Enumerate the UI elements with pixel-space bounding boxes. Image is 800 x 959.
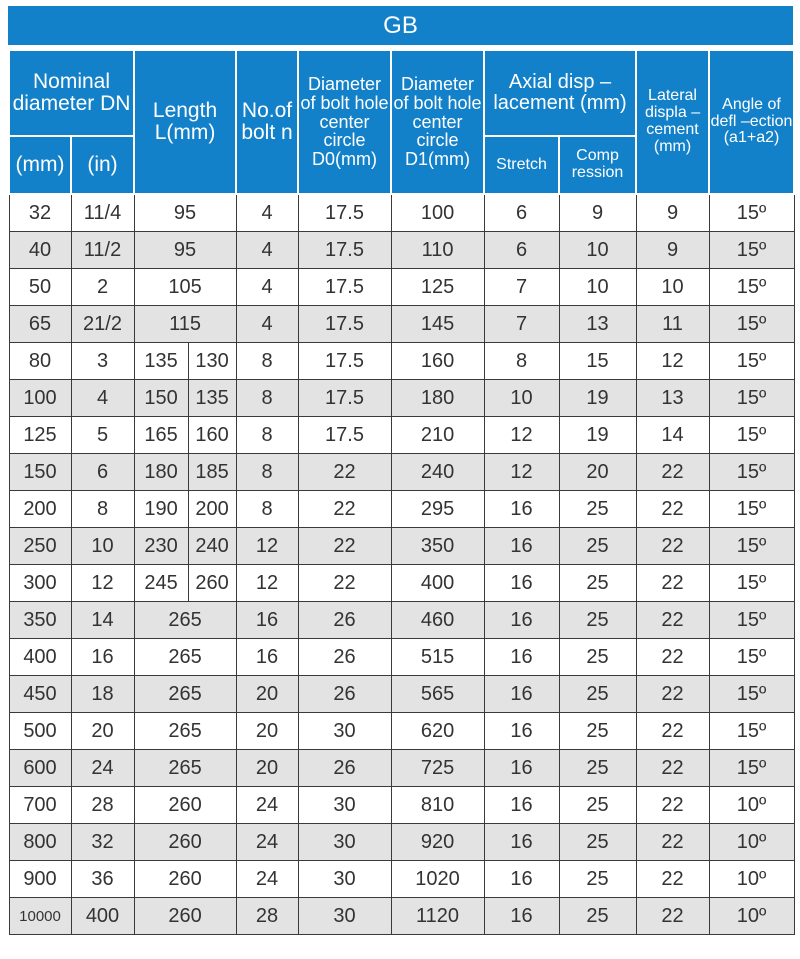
cell-length-b: 200 <box>188 491 236 528</box>
cell-d1: 100 <box>391 194 484 232</box>
cell-d1: 350 <box>391 528 484 565</box>
table-row <box>9 343 794 380</box>
cell-d0: 30 <box>298 787 391 824</box>
cell-compression: 19 <box>559 380 636 417</box>
cell-bolt-count: 8 <box>236 491 298 528</box>
cell-compression: 10 <box>559 269 636 306</box>
table-row <box>9 602 794 639</box>
cell-dn-mm: 125 <box>9 417 71 454</box>
cell-bolt-count: 8 <box>236 343 298 380</box>
cell-dn-in: 20 <box>71 713 134 750</box>
table-row <box>9 528 794 565</box>
cell-angle: 15º <box>709 454 794 491</box>
cell-compression: 15 <box>559 343 636 380</box>
cell-length: 265 <box>134 676 236 713</box>
cell-lateral: 22 <box>636 861 709 898</box>
cell-length-a: 165 <box>134 417 188 454</box>
cell-stretch: 6 <box>484 194 559 232</box>
header-deflection-angle: Angle of defl –ection (a1+a2) <box>709 50 794 194</box>
table-row <box>9 306 794 343</box>
header-in: (in) <box>71 136 134 194</box>
cell-dn-mm: 800 <box>9 824 71 861</box>
table-row <box>9 194 794 232</box>
cell-stretch: 16 <box>484 676 559 713</box>
cell-stretch: 16 <box>484 861 559 898</box>
cell-length: 105 <box>134 269 236 306</box>
cell-d0: 30 <box>298 898 391 935</box>
cell-lateral: 22 <box>636 639 709 676</box>
cell-stretch: 8 <box>484 343 559 380</box>
cell-dn-mm: 900 <box>9 861 71 898</box>
cell-d1: 400 <box>391 565 484 602</box>
table-title: GB <box>8 6 793 45</box>
cell-dn-in: 32 <box>71 824 134 861</box>
cell-lateral: 22 <box>636 787 709 824</box>
cell-d1: 725 <box>391 750 484 787</box>
cell-d0: 17.5 <box>298 194 391 232</box>
table-row <box>9 232 794 269</box>
cell-angle: 15º <box>709 343 794 380</box>
table-row <box>9 565 794 602</box>
cell-d1: 515 <box>391 639 484 676</box>
cell-angle: 15º <box>709 528 794 565</box>
cell-length-a: 245 <box>134 565 188 602</box>
cell-dn-in: 11/2 <box>71 232 134 269</box>
cell-lateral: 22 <box>636 824 709 861</box>
cell-dn-in: 18 <box>71 676 134 713</box>
cell-compression: 25 <box>559 898 636 935</box>
cell-d0: 26 <box>298 750 391 787</box>
cell-dn-in: 28 <box>71 787 134 824</box>
cell-dn-mm: 250 <box>9 528 71 565</box>
cell-bolt-count: 16 <box>236 602 298 639</box>
cell-dn-in: 5 <box>71 417 134 454</box>
cell-stretch: 16 <box>484 750 559 787</box>
cell-compression: 25 <box>559 824 636 861</box>
cell-bolt-count: 20 <box>236 750 298 787</box>
cell-d1: 460 <box>391 602 484 639</box>
cell-d1: 1020 <box>391 861 484 898</box>
cell-d0: 17.5 <box>298 343 391 380</box>
cell-length-b: 185 <box>188 454 236 491</box>
cell-length-a: 150 <box>134 380 188 417</box>
cell-d1: 810 <box>391 787 484 824</box>
cell-lateral: 13 <box>636 380 709 417</box>
spec-sheet <box>8 6 793 935</box>
cell-lateral: 22 <box>636 491 709 528</box>
cell-d1: 1120 <box>391 898 484 935</box>
header-mm: (mm) <box>9 136 71 194</box>
cell-dn-in: 8 <box>71 491 134 528</box>
cell-stretch: 6 <box>484 232 559 269</box>
cell-stretch: 16 <box>484 824 559 861</box>
cell-angle: 15º <box>709 639 794 676</box>
cell-bolt-count: 24 <box>236 861 298 898</box>
cell-d1: 145 <box>391 306 484 343</box>
cell-stretch: 12 <box>484 454 559 491</box>
cell-bolt-count: 20 <box>236 713 298 750</box>
cell-dn-in: 16 <box>71 639 134 676</box>
cell-stretch: 16 <box>484 602 559 639</box>
cell-lateral: 9 <box>636 232 709 269</box>
cell-lateral: 22 <box>636 713 709 750</box>
cell-d1: 920 <box>391 824 484 861</box>
cell-d1: 240 <box>391 454 484 491</box>
cell-compression: 25 <box>559 787 636 824</box>
table-row <box>9 750 794 787</box>
cell-lateral: 11 <box>636 306 709 343</box>
cell-bolt-count: 16 <box>236 639 298 676</box>
cell-stretch: 16 <box>484 639 559 676</box>
table-row <box>9 861 794 898</box>
cell-bolt-count: 12 <box>236 528 298 565</box>
cell-compression: 25 <box>559 528 636 565</box>
cell-bolt-count: 20 <box>236 676 298 713</box>
cell-dn-in: 10 <box>71 528 134 565</box>
cell-length: 265 <box>134 750 236 787</box>
cell-d0: 22 <box>298 454 391 491</box>
table-row <box>9 380 794 417</box>
cell-angle: 15º <box>709 269 794 306</box>
cell-compression: 9 <box>559 194 636 232</box>
cell-stretch: 16 <box>484 528 559 565</box>
specification-table <box>8 49 795 935</box>
cell-length-b: 260 <box>188 565 236 602</box>
cell-bolt-count: 28 <box>236 898 298 935</box>
cell-d0: 17.5 <box>298 269 391 306</box>
cell-dn-in: 14 <box>71 602 134 639</box>
cell-dn-mm: 100 <box>9 380 71 417</box>
cell-d1: 180 <box>391 380 484 417</box>
cell-bolt-count: 24 <box>236 787 298 824</box>
table-row <box>9 417 794 454</box>
cell-length-b: 160 <box>188 417 236 454</box>
cell-bolt-count: 12 <box>236 565 298 602</box>
cell-compression: 13 <box>559 306 636 343</box>
cell-lateral: 22 <box>636 676 709 713</box>
table-row <box>9 269 794 306</box>
cell-angle: 15º <box>709 306 794 343</box>
cell-dn-mm: 350 <box>9 602 71 639</box>
cell-lateral: 22 <box>636 565 709 602</box>
table-body <box>9 194 794 935</box>
header-bolt-count: No.of bolt n <box>236 50 298 194</box>
cell-bolt-count: 8 <box>236 454 298 491</box>
cell-d1: 210 <box>391 417 484 454</box>
table-row <box>9 639 794 676</box>
header-d1: Diameter of bolt hole center circle D1(mm) <box>391 50 484 194</box>
table-row <box>9 676 794 713</box>
cell-dn-mm: 50 <box>9 269 71 306</box>
cell-length: 260 <box>134 787 236 824</box>
cell-d1: 125 <box>391 269 484 306</box>
cell-dn-in: 11/4 <box>71 194 134 232</box>
cell-lateral: 22 <box>636 602 709 639</box>
cell-compression: 25 <box>559 861 636 898</box>
cell-length: 260 <box>134 898 236 935</box>
cell-length: 95 <box>134 232 236 269</box>
cell-dn-mm: 10000 <box>9 898 71 935</box>
cell-angle: 10º <box>709 898 794 935</box>
table-row <box>9 491 794 528</box>
cell-dn-in: 36 <box>71 861 134 898</box>
cell-angle: 15º <box>709 232 794 269</box>
header-d0: Diameter of bolt hole center circle D0(mm) <box>298 50 391 194</box>
cell-dn-mm: 200 <box>9 491 71 528</box>
cell-lateral: 12 <box>636 343 709 380</box>
cell-angle: 10º <box>709 824 794 861</box>
cell-lateral: 10 <box>636 269 709 306</box>
cell-angle: 15º <box>709 565 794 602</box>
cell-length: 265 <box>134 713 236 750</box>
cell-bolt-count: 8 <box>236 417 298 454</box>
cell-d0: 17.5 <box>298 306 391 343</box>
cell-length: 260 <box>134 824 236 861</box>
cell-d0: 22 <box>298 491 391 528</box>
cell-angle: 15º <box>709 194 794 232</box>
cell-dn-in: 400 <box>71 898 134 935</box>
cell-stretch: 16 <box>484 787 559 824</box>
cell-length: 260 <box>134 861 236 898</box>
cell-length-a: 190 <box>134 491 188 528</box>
cell-d0: 26 <box>298 676 391 713</box>
cell-compression: 25 <box>559 565 636 602</box>
table-row <box>9 898 794 935</box>
cell-dn-mm: 65 <box>9 306 71 343</box>
table-row <box>9 454 794 491</box>
cell-d0: 17.5 <box>298 232 391 269</box>
cell-dn-mm: 80 <box>9 343 71 380</box>
cell-stretch: 7 <box>484 306 559 343</box>
cell-d0: 17.5 <box>298 380 391 417</box>
cell-d0: 22 <box>298 528 391 565</box>
cell-d0: 17.5 <box>298 417 391 454</box>
cell-length: 265 <box>134 602 236 639</box>
table-row <box>9 787 794 824</box>
cell-d0: 26 <box>298 602 391 639</box>
cell-angle: 10º <box>709 861 794 898</box>
cell-bolt-count: 24 <box>236 824 298 861</box>
cell-d1: 565 <box>391 676 484 713</box>
table-row <box>9 824 794 861</box>
cell-compression: 25 <box>559 750 636 787</box>
header-compression: Comp ression <box>559 136 636 194</box>
cell-lateral: 14 <box>636 417 709 454</box>
cell-dn-in: 3 <box>71 343 134 380</box>
cell-bolt-count: 8 <box>236 380 298 417</box>
cell-d1: 620 <box>391 713 484 750</box>
cell-dn-mm: 450 <box>9 676 71 713</box>
cell-lateral: 22 <box>636 750 709 787</box>
cell-length-a: 180 <box>134 454 188 491</box>
cell-stretch: 16 <box>484 491 559 528</box>
cell-angle: 15º <box>709 417 794 454</box>
cell-dn-mm: 700 <box>9 787 71 824</box>
cell-lateral: 22 <box>636 528 709 565</box>
cell-d0: 30 <box>298 861 391 898</box>
cell-stretch: 12 <box>484 417 559 454</box>
cell-lateral: 22 <box>636 898 709 935</box>
cell-compression: 25 <box>559 713 636 750</box>
cell-angle: 10º <box>709 787 794 824</box>
cell-length-b: 240 <box>188 528 236 565</box>
header-stretch: Stretch <box>484 136 559 194</box>
cell-length-a: 135 <box>134 343 188 380</box>
cell-dn-mm: 500 <box>9 713 71 750</box>
cell-d1: 110 <box>391 232 484 269</box>
cell-stretch: 10 <box>484 380 559 417</box>
cell-dn-in: 12 <box>71 565 134 602</box>
cell-d0: 22 <box>298 565 391 602</box>
cell-dn-in: 4 <box>71 380 134 417</box>
cell-bolt-count: 4 <box>236 232 298 269</box>
cell-length-b: 130 <box>188 343 236 380</box>
cell-dn-mm: 40 <box>9 232 71 269</box>
cell-dn-mm: 32 <box>9 194 71 232</box>
cell-compression: 10 <box>559 232 636 269</box>
cell-bolt-count: 4 <box>236 269 298 306</box>
cell-d0: 30 <box>298 713 391 750</box>
cell-compression: 25 <box>559 602 636 639</box>
table-row <box>9 713 794 750</box>
cell-d1: 160 <box>391 343 484 380</box>
cell-length: 95 <box>134 194 236 232</box>
cell-dn-in: 2 <box>71 269 134 306</box>
header-lateral-displacement: Lateral displa –cement (mm) <box>636 50 709 194</box>
cell-compression: 25 <box>559 676 636 713</box>
header-length: Length L(mm) <box>134 50 236 194</box>
header-axial-displacement: Axial disp –lacement (mm) <box>484 50 636 136</box>
cell-compression: 20 <box>559 454 636 491</box>
cell-lateral: 9 <box>636 194 709 232</box>
cell-angle: 15º <box>709 491 794 528</box>
cell-length: 115 <box>134 306 236 343</box>
cell-dn-mm: 300 <box>9 565 71 602</box>
cell-compression: 25 <box>559 639 636 676</box>
cell-dn-in: 21/2 <box>71 306 134 343</box>
cell-compression: 25 <box>559 491 636 528</box>
header-nominal-diameter: Nominal diameter DN <box>9 50 134 136</box>
cell-angle: 15º <box>709 676 794 713</box>
cell-dn-mm: 400 <box>9 639 71 676</box>
cell-lateral: 22 <box>636 454 709 491</box>
cell-bolt-count: 4 <box>236 194 298 232</box>
cell-length-b: 135 <box>188 380 236 417</box>
cell-dn-mm: 150 <box>9 454 71 491</box>
cell-stretch: 16 <box>484 565 559 602</box>
cell-angle: 15º <box>709 713 794 750</box>
cell-stretch: 7 <box>484 269 559 306</box>
cell-compression: 19 <box>559 417 636 454</box>
cell-angle: 15º <box>709 602 794 639</box>
cell-dn-mm: 600 <box>9 750 71 787</box>
cell-dn-in: 24 <box>71 750 134 787</box>
cell-d0: 30 <box>298 824 391 861</box>
cell-length-a: 230 <box>134 528 188 565</box>
cell-stretch: 16 <box>484 713 559 750</box>
cell-length: 265 <box>134 639 236 676</box>
cell-bolt-count: 4 <box>236 306 298 343</box>
cell-angle: 15º <box>709 750 794 787</box>
cell-dn-in: 6 <box>71 454 134 491</box>
cell-stretch: 16 <box>484 898 559 935</box>
cell-d0: 26 <box>298 639 391 676</box>
cell-angle: 15º <box>709 380 794 417</box>
cell-d1: 295 <box>391 491 484 528</box>
